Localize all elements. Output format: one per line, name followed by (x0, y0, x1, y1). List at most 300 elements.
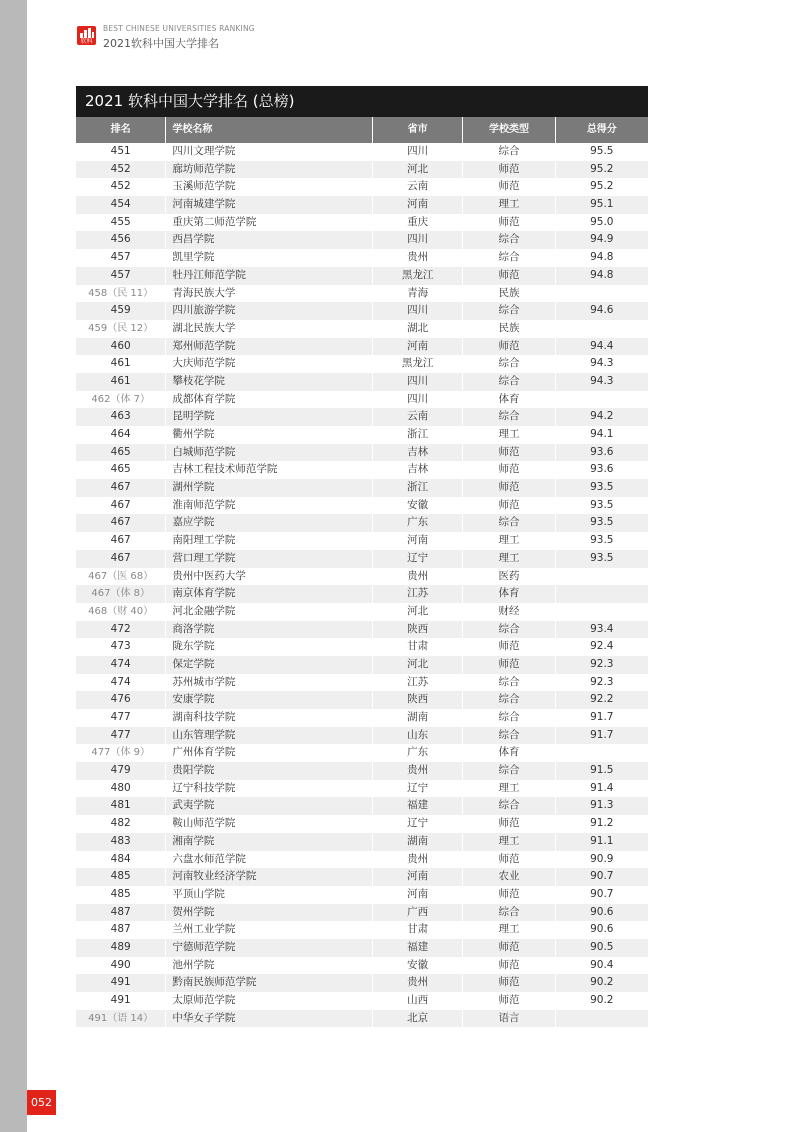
cell-school-name: 大庆师范学院 (165, 355, 372, 373)
cell-rank: 467（体 8） (91, 588, 150, 600)
cell-score (555, 744, 648, 762)
cell-school-name: 玉溪师范学院 (165, 178, 372, 196)
cell-rank: 462（体 7） (91, 393, 150, 405)
table-row (76, 797, 648, 815)
cell-school-name: 广州体育学院 (165, 744, 372, 762)
cell-school-name: 淮南师范学院 (165, 497, 372, 515)
cell-school-type: 综合 (462, 691, 554, 709)
cell-score: 93.5 (555, 550, 648, 568)
cell-province: 云南 (372, 178, 462, 196)
cell-score: 95.1 (555, 196, 648, 214)
table-row (76, 161, 648, 179)
cell-school-type: 师范 (462, 656, 554, 674)
cell-school-type: 师范 (462, 886, 554, 904)
cell-rank: 463 (110, 410, 131, 423)
cell-province: 广东 (372, 744, 462, 762)
cell-province: 河北 (372, 656, 462, 674)
cell-school-name: 武夷学院 (165, 797, 372, 815)
cell-score: 94.3 (555, 355, 648, 373)
cell-rank: 480 (110, 781, 131, 794)
cell-rank: 461 (110, 357, 131, 370)
cell-school-name: 凯里学院 (165, 249, 372, 267)
cell-school-type: 语言 (462, 1010, 554, 1028)
cell-score: 90.6 (555, 921, 648, 939)
table-row (76, 621, 648, 639)
table-row (76, 868, 648, 886)
cell-school-type: 综合 (462, 408, 554, 426)
cell-score: 91.7 (555, 727, 648, 745)
cell-score: 91.7 (555, 709, 648, 727)
cell-score: 94.8 (555, 249, 648, 267)
cell-school-type: 师范 (462, 161, 554, 179)
cell-school-name: 河北金融学院 (165, 603, 372, 621)
table-row (76, 426, 648, 444)
cell-province: 山东 (372, 727, 462, 745)
cell-score (555, 585, 648, 603)
cell-rank: 467 (110, 516, 131, 529)
cell-rank: 458（民 11） (88, 287, 154, 299)
left-sidebar-strip (0, 0, 27, 1132)
cell-score: 92.4 (555, 638, 648, 656)
cell-rank: 473 (110, 640, 131, 653)
cell-school-name: 六盘水师范学院 (165, 851, 372, 869)
cell-school-type: 综合 (462, 709, 554, 727)
cell-school-type: 综合 (462, 231, 554, 249)
cell-rank: 459 (110, 304, 131, 317)
cell-province: 北京 (372, 1010, 462, 1028)
page-number: 052 (27, 1090, 56, 1115)
cell-province: 江苏 (372, 585, 462, 603)
table-body (76, 143, 648, 1027)
logo-text: 软科 (80, 38, 93, 45)
cell-school-name: 四川旅游学院 (165, 302, 372, 320)
table-row (76, 249, 648, 267)
table-row (76, 461, 648, 479)
cell-province: 吉林 (372, 461, 462, 479)
cell-rank: 461 (110, 374, 131, 387)
cell-province: 湖南 (372, 709, 462, 727)
cell-school-name: 昆明学院 (165, 408, 372, 426)
cell-rank: 481 (110, 799, 131, 812)
cell-score: 94.1 (555, 426, 648, 444)
table-row (76, 196, 648, 214)
cell-school-name: 西昌学院 (165, 231, 372, 249)
cell-province: 河南 (372, 886, 462, 904)
cell-school-name: 吉林工程技术师范学院 (165, 461, 372, 479)
cell-score: 95.5 (555, 143, 648, 161)
cell-rank: 452 (110, 162, 131, 175)
cell-score: 93.6 (555, 444, 648, 462)
cell-school-name: 安康学院 (165, 691, 372, 709)
cell-rank: 467 (110, 481, 131, 494)
cell-rank: 467 (110, 551, 131, 564)
cell-school-type: 综合 (462, 621, 554, 639)
cell-school-name: 成都体育学院 (165, 391, 372, 409)
cell-school-type: 理工 (462, 426, 554, 444)
cell-rank: 485 (110, 870, 131, 883)
cell-province: 福建 (372, 797, 462, 815)
cell-school-name: 四川文理学院 (165, 143, 372, 161)
cell-school-name: 商洛学院 (165, 621, 372, 639)
cell-school-type: 综合 (462, 302, 554, 320)
cell-rank: 484 (110, 852, 131, 865)
cell-school-name: 陇东学院 (165, 638, 372, 656)
cell-score: 93.5 (555, 514, 648, 532)
cell-score: 90.5 (555, 939, 648, 957)
ranking-table (76, 86, 648, 1027)
cell-school-name: 湘南学院 (165, 833, 372, 851)
cell-province: 四川 (372, 143, 462, 161)
cell-school-type: 师范 (462, 638, 554, 656)
cell-school-name: 重庆第二师范学院 (165, 214, 372, 232)
table-row (76, 974, 648, 992)
cell-province: 江苏 (372, 674, 462, 692)
cell-school-type: 综合 (462, 727, 554, 745)
cell-school-type: 体育 (462, 585, 554, 603)
cell-rank: 477 (110, 711, 131, 723)
cell-province: 陕西 (372, 691, 462, 709)
cell-province: 辽宁 (372, 550, 462, 568)
cell-score: 93.5 (555, 479, 648, 497)
table-row (76, 674, 648, 692)
cell-school-name: 湖州学院 (165, 479, 372, 497)
cell-province: 浙江 (372, 426, 462, 444)
cell-school-type: 综合 (462, 762, 554, 780)
table-row (76, 568, 648, 586)
column-header-type: 学校类型 (462, 117, 554, 143)
cell-score: 90.6 (555, 904, 648, 922)
cell-school-type: 师范 (462, 479, 554, 497)
cell-rank: 474 (110, 675, 131, 688)
cell-rank: 489 (110, 940, 131, 953)
cell-province: 贵州 (372, 974, 462, 992)
cell-school-name: 中华女子学院 (165, 1010, 372, 1028)
table-row (76, 957, 648, 975)
cell-province: 四川 (372, 373, 462, 391)
table-row (76, 532, 648, 550)
cell-school-type: 师范 (462, 851, 554, 869)
cell-province: 河北 (372, 603, 462, 621)
cell-school-name: 辽宁科技学院 (165, 780, 372, 798)
cell-rank: 477 (110, 728, 131, 741)
table-row (76, 391, 648, 409)
cell-rank: 490 (110, 958, 131, 971)
cell-score: 94.9 (555, 231, 648, 249)
cell-school-name: 衢州学院 (165, 426, 372, 444)
cell-rank: 454 (110, 198, 131, 211)
cell-score: 90.7 (555, 886, 648, 904)
cell-rank: 464 (110, 428, 131, 440)
table-row (76, 550, 648, 568)
cell-school-type: 体育 (462, 391, 554, 409)
table-row (76, 285, 648, 303)
cell-rank: 459（民 12） (88, 322, 154, 334)
cell-school-type: 师范 (462, 214, 554, 232)
cell-school-name: 牡丹江师范学院 (165, 267, 372, 285)
cell-school-name: 山东管理学院 (165, 727, 372, 745)
table-row (76, 939, 648, 957)
cell-province: 安徽 (372, 957, 462, 975)
cell-province: 安徽 (372, 497, 462, 515)
cell-rank: 465 (110, 445, 131, 458)
cell-province: 河南 (372, 338, 462, 356)
cell-score: 92.2 (555, 691, 648, 709)
cell-score: 92.3 (555, 674, 648, 692)
table-row (76, 338, 648, 356)
cell-rank: 468（财 40） (88, 605, 154, 617)
cell-school-name: 南京体育学院 (165, 585, 372, 603)
cell-province: 广东 (372, 514, 462, 532)
cell-province: 重庆 (372, 214, 462, 232)
cell-rank: 477（体 9） (91, 747, 150, 759)
cell-school-type: 理工 (462, 532, 554, 550)
cell-school-name: 郑州师范学院 (165, 338, 372, 356)
cell-school-type: 综合 (462, 904, 554, 922)
table-row (76, 992, 648, 1010)
cell-province: 辽宁 (372, 815, 462, 833)
table-row (76, 373, 648, 391)
cell-score: 93.5 (555, 532, 648, 550)
cell-school-type: 综合 (462, 143, 554, 161)
cell-rank: 491（语 14） (88, 1012, 154, 1024)
cell-rank: 482 (110, 817, 131, 830)
cell-score: 91.2 (555, 815, 648, 833)
cell-school-type: 综合 (462, 514, 554, 532)
cell-school-type: 师范 (462, 444, 554, 462)
cell-school-name: 河南城建学院 (165, 196, 372, 214)
cell-rank: 455 (110, 215, 131, 228)
table-row (76, 638, 648, 656)
table-header (76, 117, 648, 143)
cell-school-name: 鞍山师范学院 (165, 815, 372, 833)
table-row (76, 355, 648, 373)
cell-score: 90.4 (555, 957, 648, 975)
table-row (76, 727, 648, 745)
table-row (76, 320, 648, 338)
cell-school-type: 师范 (462, 957, 554, 975)
cell-rank: 457 (110, 251, 131, 264)
cell-rank: 491 (110, 994, 131, 1006)
cell-school-name: 攀枝花学院 (165, 373, 372, 391)
cell-rank: 467 (110, 498, 131, 511)
cell-school-name: 苏州城市学院 (165, 674, 372, 692)
cell-school-type: 综合 (462, 355, 554, 373)
cell-rank: 452 (110, 180, 131, 193)
cell-rank: 465 (110, 463, 131, 476)
cell-score: 93.6 (555, 461, 648, 479)
table-row (76, 514, 648, 532)
cell-province: 贵州 (372, 568, 462, 586)
cell-province: 湖北 (372, 320, 462, 338)
cell-school-type: 医药 (462, 568, 554, 586)
cell-score: 91.1 (555, 833, 648, 851)
cell-school-type: 民族 (462, 320, 554, 338)
cell-province: 吉林 (372, 444, 462, 462)
cell-score: 94.3 (555, 373, 648, 391)
cell-province: 四川 (372, 302, 462, 320)
cell-school-type: 师范 (462, 974, 554, 992)
column-header-score: 总得分 (555, 117, 648, 143)
cell-school-type: 综合 (462, 797, 554, 815)
cell-rank: 451 (110, 145, 131, 157)
cell-school-type: 综合 (462, 674, 554, 692)
cell-score: 91.4 (555, 780, 648, 798)
table-row (76, 267, 648, 285)
cell-school-type: 师范 (462, 267, 554, 285)
cell-score (555, 568, 648, 586)
cell-rank: 456 (110, 233, 131, 246)
table-row (76, 886, 648, 904)
cell-score: 91.3 (555, 797, 648, 815)
cell-school-type: 理工 (462, 550, 554, 568)
table-row (76, 656, 648, 674)
cell-province: 云南 (372, 408, 462, 426)
table-row (76, 302, 648, 320)
cell-score: 95.2 (555, 161, 648, 179)
cell-score: 93.5 (555, 497, 648, 515)
cell-school-name: 平顶山学院 (165, 886, 372, 904)
cell-rank: 487 (110, 923, 131, 936)
table-row (76, 691, 648, 709)
cell-score: 92.3 (555, 656, 648, 674)
table-row (76, 231, 648, 249)
cell-school-name: 宁德师范学院 (165, 939, 372, 957)
brand-logo-icon (77, 26, 96, 45)
cell-province: 广西 (372, 904, 462, 922)
cell-rank: 479 (110, 764, 131, 777)
table-row (76, 851, 648, 869)
cell-rank: 483 (110, 834, 131, 847)
cell-school-name: 廊坊师范学院 (165, 161, 372, 179)
cell-school-name: 黔南民族师范学院 (165, 974, 372, 992)
cell-score (555, 603, 648, 621)
column-header-school: 学校名称 (165, 117, 372, 143)
cell-province: 四川 (372, 231, 462, 249)
cell-school-name: 青海民族大学 (165, 285, 372, 303)
table-row (76, 904, 648, 922)
table-row (76, 762, 648, 780)
cell-school-type: 师范 (462, 815, 554, 833)
cell-province: 辽宁 (372, 780, 462, 798)
cell-rank: 460 (110, 339, 131, 352)
table-row (76, 709, 648, 727)
column-header-rank: 排名 (110, 124, 131, 135)
cell-school-name: 太原师范学院 (165, 992, 372, 1010)
cell-province: 河南 (372, 868, 462, 886)
cell-province: 湖南 (372, 833, 462, 851)
table-row (76, 603, 648, 621)
cell-school-type: 师范 (462, 939, 554, 957)
cell-school-name: 营口理工学院 (165, 550, 372, 568)
table-row (76, 744, 648, 762)
cell-score: 93.4 (555, 621, 648, 639)
table-row (76, 408, 648, 426)
cell-school-type: 民族 (462, 285, 554, 303)
table-row (76, 833, 648, 851)
table-row (76, 143, 648, 161)
cell-province: 黑龙江 (372, 267, 462, 285)
cell-school-type: 师范 (462, 497, 554, 515)
brand-english: BEST CHINESE UNIVERSITIES RANKING (103, 24, 255, 33)
cell-rank: 474 (110, 657, 131, 670)
cell-province: 贵州 (372, 249, 462, 267)
table-row (76, 780, 648, 798)
cell-school-name: 湖北民族大学 (165, 320, 372, 338)
column-header-province: 省市 (372, 117, 462, 143)
cell-school-type: 理工 (462, 833, 554, 851)
cell-school-type: 师范 (462, 338, 554, 356)
table-row (76, 178, 648, 196)
cell-score: 90.2 (555, 974, 648, 992)
cell-rank: 487 (110, 905, 131, 918)
cell-province: 贵州 (372, 762, 462, 780)
cell-rank: 476 (110, 693, 131, 706)
cell-rank: 485 (110, 887, 131, 900)
cell-school-type: 体育 (462, 744, 554, 762)
cell-school-type: 理工 (462, 196, 554, 214)
cell-province: 浙江 (372, 479, 462, 497)
table-title: 2021 软科中国大学排名 (总榜) (76, 86, 648, 117)
cell-province: 山西 (372, 992, 462, 1010)
cell-score: 90.7 (555, 868, 648, 886)
table-row (76, 1010, 648, 1028)
cell-school-name: 贵阳学院 (165, 762, 372, 780)
cell-province: 福建 (372, 939, 462, 957)
cell-school-name: 贺州学院 (165, 904, 372, 922)
cell-school-type: 师范 (462, 992, 554, 1010)
cell-score: 94.8 (555, 267, 648, 285)
cell-school-name: 河南牧业经济学院 (165, 868, 372, 886)
cell-school-type: 财经 (462, 603, 554, 621)
cell-school-type: 农业 (462, 868, 554, 886)
cell-province: 河南 (372, 196, 462, 214)
cell-school-name: 贵州中医药大学 (165, 568, 372, 586)
cell-score (555, 285, 648, 303)
cell-province: 黑龙江 (372, 355, 462, 373)
cell-school-type: 综合 (462, 373, 554, 391)
cell-school-type: 理工 (462, 780, 554, 798)
table-row (76, 921, 648, 939)
cell-school-type: 师范 (462, 178, 554, 196)
brand-chinese: 2021软科中国大学排名 (103, 37, 219, 50)
table-row (76, 479, 648, 497)
cell-score: 91.5 (555, 762, 648, 780)
table-row (76, 585, 648, 603)
cell-school-name: 白城师范学院 (165, 444, 372, 462)
table-row (76, 497, 648, 515)
cell-province: 河南 (372, 532, 462, 550)
cell-score: 95.2 (555, 178, 648, 196)
cell-score: 94.6 (555, 302, 648, 320)
cell-province: 甘肃 (372, 921, 462, 939)
cell-province: 贵州 (372, 851, 462, 869)
cell-rank: 472 (110, 622, 131, 635)
table-row (76, 214, 648, 232)
table-row (76, 815, 648, 833)
cell-province: 青海 (372, 285, 462, 303)
cell-school-type: 综合 (462, 249, 554, 267)
cell-score (555, 1010, 648, 1028)
cell-score: 94.4 (555, 338, 648, 356)
cell-school-type: 师范 (462, 461, 554, 479)
cell-school-name: 湖南科技学院 (165, 709, 372, 727)
cell-rank: 467 (110, 534, 131, 547)
cell-rank: 457 (110, 268, 131, 281)
cell-school-name: 保定学院 (165, 656, 372, 674)
cell-rank: 491 (110, 976, 131, 989)
cell-score: 95.0 (555, 214, 648, 232)
table-row (76, 444, 648, 462)
